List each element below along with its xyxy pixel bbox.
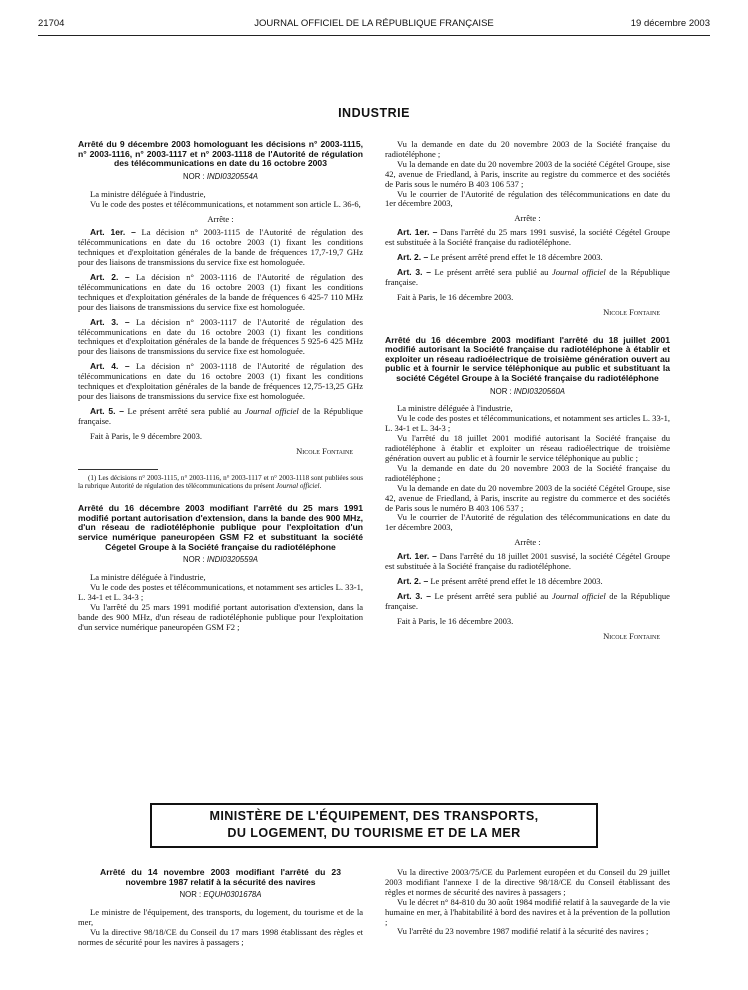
decree-intro: La ministre déléguée à l'industrie, bbox=[397, 403, 513, 414]
article: Art. 1er. – Dans l'arrêté du 25 mars 1991 susvisé, la société Cégétel Groupe est substituée à la Société française du radiotéléphone. bbox=[385, 227, 671, 248]
decree-title: Arrêté du 9 décembre 2003 homologuant les décisions n° 2003-1115, n° 2003-1116, n° 2003-1117 et n° 2003-1118 de l'Autorité de régulation des télécommunications en date du 16 octobre 2003 bbox=[78, 139, 363, 169]
arrete-label: Arrête : bbox=[514, 537, 541, 548]
ministry-line-2: DU LOGEMENT, DU TOURISME ET DE LA MER bbox=[227, 826, 521, 840]
decree-1 bbox=[78, 140, 363, 490]
footnote-rule bbox=[78, 469, 158, 470]
visa: Vu le décret n° 84-810 du 30 août 1984 modifié relatif à la sauvegarde de la vie humaine en mer, à l'habitabilité à bord des navires et à la prévention de la pollution ; bbox=[385, 896, 670, 927]
article: Art. 2. – Le présent arrêté prend effet le 18 décembre 2003. bbox=[397, 252, 603, 263]
visa: Vu l'arrêté du 18 juillet 2001 modifié autorisant la Société française du radiotéléphone à établir et exploiter un réseau radioélectrique de troisième génération ouvert au public et à fournir le service téléphonique au public ; bbox=[385, 433, 670, 463]
visa: Vu le courrier de l'Autorité de régulation des télécommunications en date du 1er décembre 2003, bbox=[385, 512, 670, 533]
ministry-heading-industrie: INDUSTRIE bbox=[338, 106, 410, 120]
signature: Nicole Fontaine bbox=[603, 306, 660, 317]
article: Art. 3. – Le présent arrêté sera publié au Journal officiel de la République française. bbox=[385, 590, 670, 611]
journal-title: JOURNAL OFFICIEL DE LA RÉPUBLIQUE FRANÇAISE bbox=[254, 18, 494, 29]
nor-reference: NOR : INDI0320560A bbox=[490, 386, 565, 396]
visa: Vu le courrier de l'Autorité de régulation des télécommunications en date du 1er décembre 2003, bbox=[385, 188, 670, 209]
decree-3 bbox=[385, 336, 670, 642]
visa: Vu l'arrêté du 23 novembre 1987 modifié relatif à la sécurité des navires ; bbox=[397, 926, 649, 937]
left-column bbox=[78, 140, 363, 632]
visa: Vu la demande en date du 20 novembre 2003 de la société Cégétel Groupe, sise 42, avenue de Friedland, à Paris, inscrite au registre du commerce et des sociétés de Paris sous le numéro B 403 106 537 ; bbox=[385, 158, 670, 189]
signature: Nicole Fontaine bbox=[296, 445, 353, 456]
lower-left-column bbox=[78, 868, 363, 948]
visa: Vu la demande en date du 20 novembre 2003 de la Société française du radiotéléphone ; bbox=[385, 139, 670, 159]
article: Art. 5. – Le présent arrêté sera publié au Journal officiel de la République française. bbox=[78, 405, 363, 426]
visa: Vu la directive 98/18/CE du Conseil du 17 mars 1998 établissant des règles et normes de sécurité pour les navires à passagers ; bbox=[78, 926, 363, 947]
decree-2-continued bbox=[385, 140, 670, 318]
visa: Vu la demande en date du 20 novembre 2003 de la société Cégétel Groupe, sise 42, avenue de Friedland, à Paris, inscrite au registre du commerce et des sociétés de Paris sous le numéro B 403 106 537 ; bbox=[385, 482, 670, 513]
visa: Vu le code des postes et télécommunications, et notamment son article L. 36-6, bbox=[90, 198, 361, 209]
article: Art. 1er. – Dans l'arrêté du 18 juillet 2001 susvisé, la société Cégétel Groupe est substituée à la Société française du radiotéléphone. bbox=[385, 551, 671, 572]
signature: Nicole Fontaine bbox=[603, 630, 660, 641]
article: Art. 2. – Le présent arrêté prend effet le 18 décembre 2003. bbox=[397, 575, 603, 586]
article: Art. 3. – La décision n° 2003-1117 de l'Autorité de régulation des télécommunications en date du 16 octobre 2003 (1) fixant les conditions techniques et d'exploitation générales de la bande de fréquences 5 925-6 425 MHz pour des liaisons de transmissions du service fixe est homologuée. bbox=[78, 316, 363, 357]
visa: Vu l'arrêté du 25 mars 1991 modifié portant autorisation d'extension, dans la bande des 900 MHz, d'un réseau de radiotéléphonie publique pour l'exploitation d'un service numérique paneuropéen GSM F2 ; bbox=[78, 601, 363, 632]
footnote: (1) Les décisions n° 2003-1115, n° 2003-1116, n° 2003-1117 et n° 2003-1118 sont publiées sous la rubrique Autorité de régulation des télécommunications du présent Journal officiel. bbox=[78, 473, 363, 490]
decree-title: Arrêté du 16 décembre 2003 modifiant l'arrêté du 18 juillet 2001 modifié autorisant la Société française du radiotéléphone à établir et exploiter un réseau radioélectrique de troisième génération ouvert au public et à fournir le service téléphonique au public et substituant la société Cégétel Groupe à la Société française du radiotéléphone bbox=[385, 334, 670, 383]
ministry-line-1: MINISTÈRE DE L'ÉQUIPEMENT, DES TRANSPORTS, bbox=[209, 809, 539, 823]
visa: Vu le code des postes et télécommunications, et notamment ses articles L. 33-1, L. 34-1 et L. 34-3 ; bbox=[385, 413, 670, 434]
signing-place-date: Fait à Paris, le 16 décembre 2003. bbox=[397, 291, 514, 302]
visa: Vu la demande en date du 20 novembre 2003 de la Société française du radiotéléphone ; bbox=[385, 462, 670, 483]
visa: Vu le code des postes et télécommunications, et notamment ses articles L. 33-1, L. 34-1 et L. 34-3 ; bbox=[78, 581, 363, 602]
running-header bbox=[38, 18, 710, 30]
nor-reference: NOR : EQUH0301678A bbox=[179, 890, 262, 900]
lower-right-column bbox=[385, 868, 670, 937]
article: Art. 2. – La décision n° 2003-1116 de l'Autorité de régulation des télécommunications en date du 16 octobre 2003 (1) fixant les conditions techniques et d'exploitation générales de la bande de fréquences 6 425-7 110 MHz pour des liaisons de transmissions du service fixe est homologuée. bbox=[78, 272, 363, 312]
decree-2 bbox=[78, 504, 363, 632]
decree-title: Arrêté du 16 décembre 2003 modifiant l'arrêté du 25 mars 1991 modifié portant autorisation d'extension, dans la bande des 900 MHz, d'un réseau de radiotéléphonie publique pour l'exploitation d'un service numérique paneuropéen GSM F2 et substituant la société Cégetel Groupe à la Société française du radiotéléphone bbox=[78, 503, 363, 552]
article: Art. 3. – Le présent arrêté sera publié au Journal officiel de la République française. bbox=[385, 266, 670, 287]
decree-intro: La ministre déléguée à l'industrie, bbox=[90, 572, 206, 582]
arrete-label: Arrête : bbox=[207, 213, 234, 224]
ministry-heading-equipement bbox=[150, 803, 598, 848]
right-column bbox=[385, 140, 670, 642]
page-number: 21704 bbox=[38, 18, 65, 29]
decree-intro: Le ministre de l'équipement, des transports, du logement, du tourisme et de la mer, bbox=[78, 907, 363, 927]
arrete-label: Arrête : bbox=[514, 213, 541, 224]
issue-date: 19 décembre 2003 bbox=[630, 18, 710, 29]
decree-title: Arrêté du 14 novembre 2003 modifiant l'arrêté du 23 novembre 1987 relatif à la sécurité des navires bbox=[100, 867, 341, 887]
article: Art. 4. – La décision n° 2003-1118 de l'Autorité de régulation des télécommunications en date du 16 octobre 2003 (1) fixant les conditions techniques et d'exploitation générales de la bande de fréquences 12,75-13,25 GHz pour des liaisons de transmissions du service fixe est homologuée. bbox=[78, 361, 363, 401]
signing-place-date: Fait à Paris, le 9 décembre 2003. bbox=[90, 430, 203, 441]
signing-place-date: Fait à Paris, le 16 décembre 2003. bbox=[397, 615, 514, 626]
article: Art. 1er. – La décision n° 2003-1115 de l'Autorité de régulation des télécommunications en date du 16 octobre 2003 (1) fixant les conditions techniques et d'exploitation générales de la bande de fréquences 17,7-19,7 GHz pour des liaisons de transmissions du service fixe est homologuée. bbox=[78, 227, 363, 268]
decree-intro: La ministre déléguée à l'industrie, bbox=[90, 188, 206, 199]
nor-reference: NOR : INDI0320559A bbox=[183, 555, 258, 565]
visa: Vu la directive 2003/75/CE du Parlement européen et du Conseil du 29 juillet 2003 modifiant l'annexe I de la directive 98/18/CE du Conseil établissant des règles et normes de sécurité des navires à passagers ; bbox=[385, 867, 670, 897]
nor-reference: NOR : INDI0320554A bbox=[183, 171, 258, 181]
header-rule bbox=[38, 35, 710, 36]
